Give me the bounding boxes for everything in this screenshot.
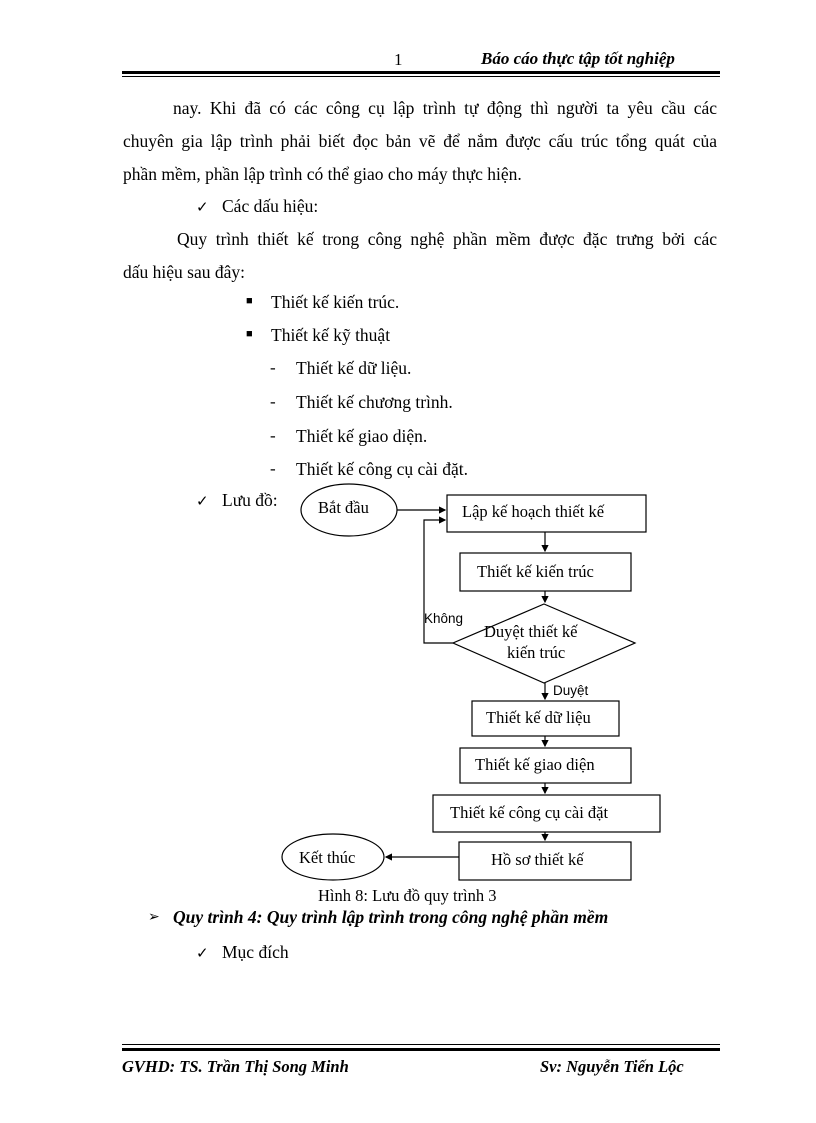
- bullet-icon: ■: [246, 295, 253, 307]
- check-icon: ✓: [196, 946, 209, 962]
- dash-marker: -: [270, 358, 276, 377]
- check-icon: ✓: [196, 494, 209, 510]
- dash-marker: -: [270, 392, 276, 411]
- para2-line2: dấu hiệu sau đây:: [123, 262, 245, 282]
- dash-item: Thiết kế công cụ cài đặt.: [296, 459, 469, 479]
- decision-label-line1: Duyệt thiết kế: [484, 622, 578, 641]
- dash-item: Thiết kế giao diện.: [296, 426, 428, 446]
- dash-marker: -: [270, 459, 276, 478]
- bullet-icon: ■: [246, 328, 253, 340]
- docs-label: Hồ sơ thiết kế: [491, 850, 584, 869]
- end-label: Kết thúc: [299, 848, 356, 867]
- purpose-heading: Mục đích: [222, 942, 289, 962]
- tools-label: Thiết kế công cụ cài đặt: [450, 803, 609, 822]
- para2-line1: Quy trình thiết kế trong công nghệ phần mềm được đặc trưng bởi các: [177, 229, 717, 249]
- ui-label: Thiết kế giao diện: [475, 755, 595, 774]
- decision-label-line2: kiến trúc: [507, 643, 566, 662]
- no-label: Không: [424, 611, 464, 626]
- para1-line2: chuyên gia lập trình phải biết đọc bản vẽ để nắm được cấu trúc tổng quát của: [123, 131, 717, 151]
- bullet-item: Thiết kế kỹ thuật: [271, 325, 391, 345]
- yes-label: Duyệt: [553, 683, 589, 698]
- arch-label: Thiết kế kiến trúc: [477, 562, 594, 581]
- bullet-item: Thiết kế kiến trúc.: [271, 292, 400, 312]
- page-number: 1: [394, 50, 403, 69]
- footer-rule-thin: [122, 1044, 720, 1045]
- para1-line1: nay. Khi đã có các công cụ lập trình tự động thì người ta yêu cầu các: [173, 98, 717, 118]
- dash-item: Thiết kế dữ liệu.: [296, 358, 412, 378]
- footer-advisor: GVHD: TS. Trần Thị Song Minh: [122, 1057, 349, 1076]
- start-label: Bắt đầu: [318, 498, 369, 517]
- signs-heading: Các dấu hiệu:: [222, 196, 319, 216]
- plan-label: Lập kế hoạch thiết kế: [462, 502, 605, 521]
- footer-student: Sv: Nguyễn Tiến Lộc: [540, 1057, 684, 1076]
- flow-heading: Lưu đồ:: [222, 490, 278, 510]
- section-heading: Quy trình 4: Quy trình lập trình trong công nghệ phần mềm: [173, 907, 609, 927]
- footer-rule-thick: [122, 1048, 720, 1051]
- para1-line3: phần mềm, phần lập trình có thể giao cho máy thực hiện.: [123, 164, 522, 184]
- dash-marker: -: [270, 426, 276, 445]
- figure-caption: Hình 8: Lưu đồ quy trình 3: [318, 886, 497, 905]
- data-label: Thiết kế dữ liệu: [486, 708, 591, 727]
- header-title: Báo cáo thực tập tốt nghiệp: [481, 49, 675, 68]
- check-icon: ✓: [196, 200, 209, 216]
- dash-item: Thiết kế chương trình.: [296, 392, 453, 412]
- arrow-bullet-icon: ➢: [148, 910, 160, 925]
